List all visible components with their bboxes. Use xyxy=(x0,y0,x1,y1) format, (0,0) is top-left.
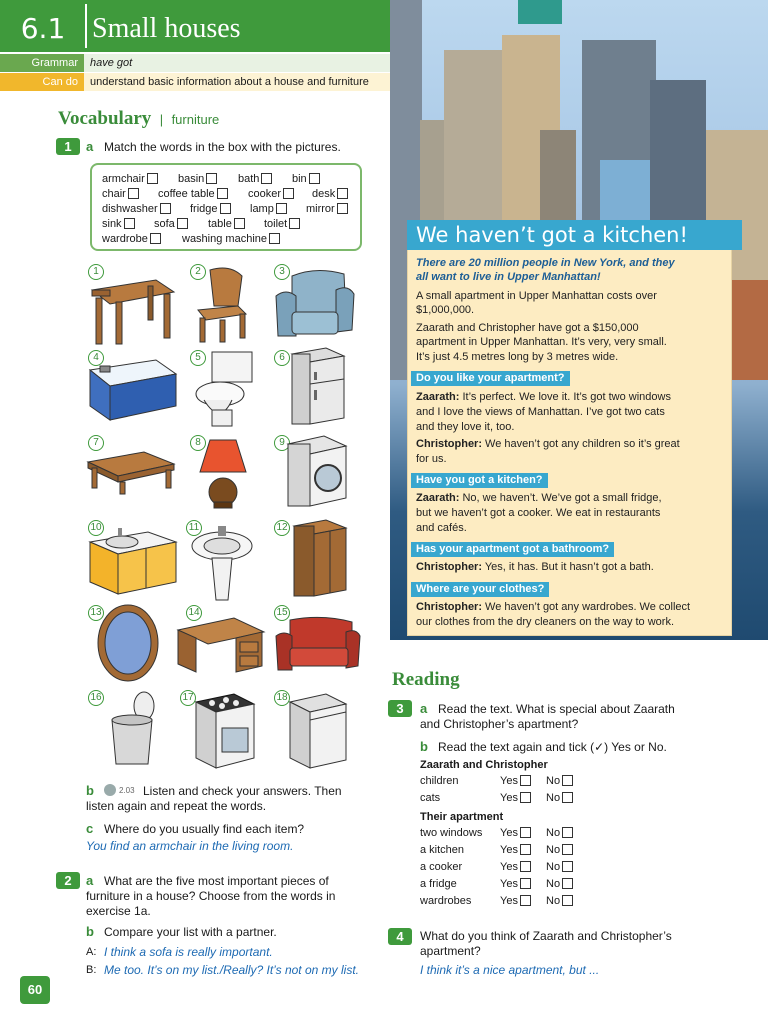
article-intro-line1: There are 20 million people in New York, and they xyxy=(416,257,675,269)
ex1c-label: c xyxy=(86,821,94,836)
ex3a-text-line2: and Christopher’s apartment? xyxy=(420,717,579,731)
article-p2-line3: It’s just 4.5 metres long by 3 metres wide. xyxy=(416,351,619,363)
no-option: No xyxy=(546,895,573,907)
cando-label: Can do xyxy=(0,73,84,91)
word-box xyxy=(90,163,362,251)
word-checkbox[interactable] xyxy=(337,203,348,214)
cando-value: understand basic information about a house and furniture xyxy=(90,76,369,88)
wardrobe-icon xyxy=(290,518,350,602)
chair-icon xyxy=(190,266,250,346)
tick-item: a cooker xyxy=(420,861,463,873)
answer-text: No, we haven’t. We’ve got a small fridge, xyxy=(459,492,662,504)
picture-number: 4 xyxy=(88,350,104,366)
yes-option: Yes xyxy=(500,792,531,804)
tick-item: a kitchen xyxy=(420,844,465,856)
picture-number: 13 xyxy=(88,605,104,621)
tick-item: two windows xyxy=(420,827,483,839)
word-checkbox[interactable] xyxy=(160,203,171,214)
no-option: No xyxy=(546,844,573,856)
ex3a-text-line1: Read the text. What is special about Zaarath xyxy=(438,702,675,716)
word-checkbox[interactable] xyxy=(289,218,300,229)
reading-title: Reading xyxy=(392,669,460,690)
yes-checkbox[interactable] xyxy=(520,827,531,838)
question-4: Where are your clothes? xyxy=(411,582,549,597)
page-number: 60 xyxy=(20,976,50,1004)
answer-1-line2: and I love the views of Manhattan. I’ve got two cats xyxy=(416,406,665,418)
answer-5-line2: our clothes from the dry cleaners on the way to work. xyxy=(416,616,675,628)
no-option: No xyxy=(546,792,573,804)
dishwasher-icon xyxy=(286,692,350,772)
no-checkbox[interactable] xyxy=(562,878,573,889)
no-option: No xyxy=(546,827,573,839)
table-heading-apartment: Their apartment xyxy=(420,811,504,823)
ex2b-text: Compare your list with a partner. xyxy=(104,925,277,939)
ex1c-text: Where do you usually find each item? xyxy=(104,822,305,836)
yes-checkbox[interactable] xyxy=(520,775,531,786)
no-checkbox[interactable] xyxy=(562,792,573,803)
word-checkbox[interactable] xyxy=(206,173,217,184)
tick-row xyxy=(420,861,590,877)
yes-option: Yes xyxy=(500,775,531,787)
ex2a-text-line1: What are the five most important pieces of xyxy=(104,874,329,888)
yes-option: Yes xyxy=(500,861,531,873)
word-item: chair xyxy=(102,188,139,200)
article-p1-line1: A small apartment in Upper Manhattan costs over xyxy=(416,290,657,302)
answer-text: We haven’t got any children so it’s great xyxy=(482,438,680,450)
exercise-2-number: 2 xyxy=(56,872,80,889)
ex1a-text: Match the words in the box with the pictures. xyxy=(104,140,341,154)
word-item: bath xyxy=(238,173,272,185)
question-1: Do you like your apartment? xyxy=(411,371,570,386)
word-item: table xyxy=(208,218,245,230)
tick-item: a fridge xyxy=(420,878,457,890)
cando-band xyxy=(0,73,390,91)
vocabulary-subtitle: furniture xyxy=(171,112,220,127)
word-item: coffee table xyxy=(158,188,228,200)
yes-checkbox[interactable] xyxy=(520,792,531,803)
audio-track: 2.03 xyxy=(119,786,135,795)
speaker-name: Zaarath: xyxy=(416,492,460,504)
unit-divider xyxy=(85,4,87,48)
word-checkbox[interactable] xyxy=(128,188,139,199)
word-item: lamp xyxy=(250,203,287,215)
word-checkbox[interactable] xyxy=(147,173,158,184)
word-checkbox[interactable] xyxy=(337,188,348,199)
fridge-icon xyxy=(286,346,350,428)
picture-number: 9 xyxy=(274,435,290,451)
ex3a-label: a xyxy=(420,701,428,716)
word-checkbox[interactable] xyxy=(283,188,294,199)
word-item: sofa xyxy=(154,218,188,230)
question-2: Have you got a kitchen? xyxy=(411,473,548,488)
bin-icon xyxy=(104,690,160,770)
answer-text: We haven’t got any wardrobes. We collect xyxy=(482,601,691,613)
answer-5-line1 xyxy=(416,600,690,615)
yes-checkbox[interactable] xyxy=(520,895,531,906)
word-item: wardrobe xyxy=(102,233,161,245)
tick-item: children xyxy=(420,775,459,787)
yes-option: Yes xyxy=(500,844,531,856)
picture-number: 1 xyxy=(88,264,104,280)
article-title: We haven’t got a kitchen! xyxy=(407,220,742,250)
article-p1-line2: $1,000,000. xyxy=(416,304,475,316)
answer-3-line1 xyxy=(416,491,662,506)
picture-number: 11 xyxy=(186,520,202,536)
tick-row xyxy=(420,878,590,894)
yes-checkbox[interactable] xyxy=(520,844,531,855)
word-checkbox[interactable] xyxy=(124,218,135,229)
word-item: dishwasher xyxy=(102,203,171,215)
no-checkbox[interactable] xyxy=(562,775,573,786)
vocabulary-divider: | xyxy=(159,112,164,127)
table-heading-people: Zaarath and Christopher xyxy=(420,759,548,771)
grammar-band xyxy=(0,54,390,72)
picture-number: 12 xyxy=(274,520,290,536)
word-item: bin xyxy=(292,173,320,185)
picture-number: 2 xyxy=(190,264,206,280)
ex2a-text-line2: furniture in a house? Choose from the words in xyxy=(86,889,336,903)
answer-2-line2: for us. xyxy=(416,453,447,465)
unit-number: 6.1 xyxy=(20,12,66,45)
word-item: basin xyxy=(178,173,217,185)
ex1b-text-line1: Listen and check your answers. Then xyxy=(143,784,342,798)
ex1a-label: a xyxy=(86,139,94,154)
answer-text: It’s perfect. We love it. It’s got two windows xyxy=(459,391,671,403)
word-checkbox[interactable] xyxy=(276,203,287,214)
desk-icon xyxy=(174,614,266,676)
answer-2-line1 xyxy=(416,437,680,452)
word-item: fridge xyxy=(190,203,231,215)
ex4-example: I think it’s a nice apartment, but ... xyxy=(420,963,600,977)
no-option: No xyxy=(546,861,573,873)
word-item: desk xyxy=(312,188,348,200)
ex1b-text-line2: listen again and repeat the words. xyxy=(86,799,267,813)
tick-item: cats xyxy=(420,792,441,804)
speaker-name: Christopher: xyxy=(416,438,482,450)
word-checkbox[interactable] xyxy=(234,218,245,229)
no-option: No xyxy=(546,775,573,787)
vocabulary-title: Vocabulary xyxy=(58,108,152,129)
speaker-name: Christopher: xyxy=(416,601,482,613)
answer-text: Yes, it has. But it hasn’t got a bath. xyxy=(482,561,654,573)
coffee-table-icon xyxy=(84,448,178,498)
article-intro-line2: all want to live in Upper Manhattan! xyxy=(416,271,601,283)
picture-number: 10 xyxy=(88,520,104,536)
basin-icon xyxy=(190,522,256,606)
yes-option: Yes xyxy=(500,895,531,907)
picture-number: 6 xyxy=(274,350,290,366)
speaker-b: B: xyxy=(86,964,97,976)
picture-number: 5 xyxy=(190,350,206,366)
tick-row xyxy=(420,844,590,860)
article-p2-line1: Zaarath and Christopher have got a $150,000 xyxy=(416,322,639,334)
article-p2-line2: apartment in Upper Manhattan. It’s very, very small. xyxy=(416,336,667,348)
ex3b-label: b xyxy=(420,739,428,754)
word-checkbox[interactable] xyxy=(261,173,272,184)
word-checkbox[interactable] xyxy=(177,218,188,229)
tick-item: wardrobes xyxy=(420,895,472,907)
picture-number: 3 xyxy=(274,264,290,280)
exercise-4-number: 4 xyxy=(388,928,412,945)
tick-row xyxy=(420,895,590,911)
picture-number: 8 xyxy=(190,435,206,451)
word-item: toilet xyxy=(264,218,300,230)
speaker-a: A: xyxy=(86,946,97,958)
word-checkbox[interactable] xyxy=(217,188,228,199)
picture-number: 16 xyxy=(88,690,104,706)
table-icon xyxy=(86,270,178,350)
ex4-text-line1: What do you think of Zaarath and Christopher’s xyxy=(420,929,672,943)
yes-option: Yes xyxy=(500,827,531,839)
mirror-icon xyxy=(94,602,162,684)
cooker-icon xyxy=(192,690,258,772)
sofa-icon xyxy=(272,614,362,676)
word-checkbox[interactable] xyxy=(309,173,320,184)
no-checkbox[interactable] xyxy=(562,827,573,838)
armchair-icon xyxy=(272,266,356,346)
ex2b-label: b xyxy=(86,924,94,939)
tick-row xyxy=(420,792,590,808)
word-item: washing machine xyxy=(182,233,280,245)
answer-4-line1 xyxy=(416,560,654,575)
answer-3-line3: and cafés. xyxy=(416,522,467,534)
lamp-icon xyxy=(198,436,248,510)
sink-icon xyxy=(86,524,178,598)
no-checkbox[interactable] xyxy=(562,861,573,872)
word-item: armchair xyxy=(102,173,158,185)
tick-row xyxy=(420,775,590,791)
word-item: sink xyxy=(102,218,135,230)
answer-1-line3: and they love it, too. xyxy=(416,421,515,433)
no-checkbox[interactable] xyxy=(562,895,573,906)
no-option: No xyxy=(546,878,573,890)
ex4-text-line2: apartment? xyxy=(420,944,481,958)
word-checkbox[interactable] xyxy=(220,203,231,214)
vocabulary-heading xyxy=(58,108,219,130)
question-3: Has your apartment got a bathroom? xyxy=(411,542,614,557)
grammar-label: Grammar xyxy=(0,54,84,72)
ex2a-label: a xyxy=(86,873,94,888)
bath-icon xyxy=(86,354,178,424)
ex1b-label: b xyxy=(86,783,94,798)
word-checkbox[interactable] xyxy=(150,233,161,244)
word-item: cooker xyxy=(248,188,294,200)
audio-icon[interactable] xyxy=(104,784,116,796)
toilet-icon xyxy=(192,348,258,430)
ex2a-text-line3: exercise 1a. xyxy=(86,904,151,918)
picture-number: 15 xyxy=(274,605,290,621)
washing-machine-icon xyxy=(284,434,350,514)
yes-option: Yes xyxy=(500,878,531,890)
picture-number: 18 xyxy=(274,690,290,706)
word-item: mirror xyxy=(306,203,348,215)
word-checkbox[interactable] xyxy=(269,233,280,244)
yes-checkbox[interactable] xyxy=(520,878,531,889)
yes-checkbox[interactable] xyxy=(520,861,531,872)
ex3b-text: Read the text again and tick (✓) Yes or No. xyxy=(438,740,667,754)
picture-number: 17 xyxy=(180,690,196,706)
answer-1-line1 xyxy=(416,390,671,405)
picture-number: 7 xyxy=(88,435,104,451)
furniture-pictures xyxy=(0,262,390,772)
ex1c-example: You find an armchair in the living room. xyxy=(86,839,294,853)
answer-3-line2: but we haven’t got a cooker. We eat in restaurants xyxy=(416,507,661,519)
grammar-value: have got xyxy=(90,57,133,69)
no-checkbox[interactable] xyxy=(562,844,573,855)
exercise-3-number: 3 xyxy=(388,700,412,717)
speaker-a-line: I think a sofa is really important. xyxy=(104,945,273,959)
tick-row xyxy=(420,827,590,843)
speaker-name: Zaarath: xyxy=(416,391,460,403)
exercise-1-number: 1 xyxy=(56,138,80,155)
speaker-name: Christopher: xyxy=(416,561,482,573)
unit-title: Small houses xyxy=(92,13,241,44)
speaker-b-line: Me too. It’s on my list./Really? It’s not on my list. xyxy=(104,963,359,977)
picture-number: 14 xyxy=(186,605,202,621)
